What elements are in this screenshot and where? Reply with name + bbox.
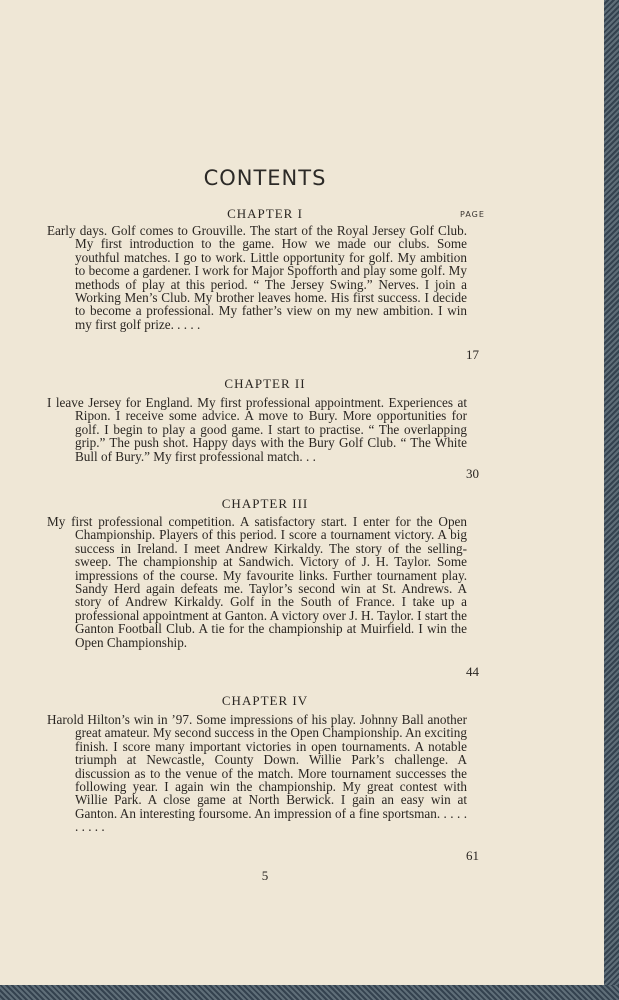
chapter-page-number: 30 [466, 466, 479, 481]
chapter-summary: Harold Hilton’s win in ’97. Some impressions of his play. Johnny Ball another great amateur. My second success in the Open Championship. An exciting finish. I score many important victories in open tournaments. A notable triumph at Newcastle, County Down. Willie Park’s challenge. A discussion as to the venue of the match. More tournament successes the following year. I again win the championship. My great contest with Willie Park. A close game at North Berwick. I gain an easy win at Ganton. An interesting foursome. An impression of a fine sportsman. . . . . . . . . . [47, 712, 467, 835]
chapter-summary: Early days. Golf comes to Grouville. The start of the Royal Jersey Golf Club. My first introduction to the game. How we made our clubs. Some youthful matches. I go to work. Little opportunity for golf. My ambition to become a gardener. I work for Major Spofforth and play some golf. My methods of play at this period. “ The Jersey Swing.” Nerves. I join a Working Men’s Club. My brother leaves home. His first success. I decide to become a professional. My father’s view on my new ambition. I win my first golf prize. . . . . [47, 223, 467, 332]
chapter-page-number: 44 [466, 664, 479, 679]
chapter-summary: I leave Jersey for England. My first professional appointment. Experiences at Ripon. I receive some advice. A move to Bury. More opportunities for golf. I begin to play a good game. I start to practise. “ The overlapping grip.” The push shot. Happy days with the Bury Golf Club. “ The White Bull of Bury.” My first professional match. . . [47, 395, 467, 464]
page-edge-shadow [604, 0, 619, 1000]
chapter-heading: CHAPTER III [221, 496, 309, 511]
chapter-heading: CHAPTER I [227, 206, 303, 221]
page-column-heading: PAGE [460, 210, 485, 219]
chapter-heading: CHAPTER II [224, 376, 306, 391]
chapter-page-number: 17 [466, 347, 479, 362]
page-folio: 5 [261, 868, 269, 883]
chapter-heading: CHAPTER IV [221, 693, 309, 708]
page-edge-shadow-bottom [0, 985, 619, 1000]
chapter-page-number: 61 [466, 848, 479, 863]
page-title: CONTENTS [203, 166, 327, 190]
chapter-summary: My first professional competition. A satisfactory start. I enter for the Open Championship. Players of this period. I score a tournament victory. A big success in Ireland. I meet Andrew Kirkaldy. The story of the selling-sweep. The championship at Sandwich. Victory of J. H. Taylor. Some impressions of the course. My favourite links. Further tournament play. Sandy Herd again defeats me. Taylor’s second win at St. Andrews. A story of Andrew Kirkaldy. Golf in the South of France. I take up a professional appointment at Ganton. A victory over J. H. Taylor. I start the Ganton Football Club. A tie for the championship at Muirfield. I win the Open Championship. [47, 514, 467, 650]
